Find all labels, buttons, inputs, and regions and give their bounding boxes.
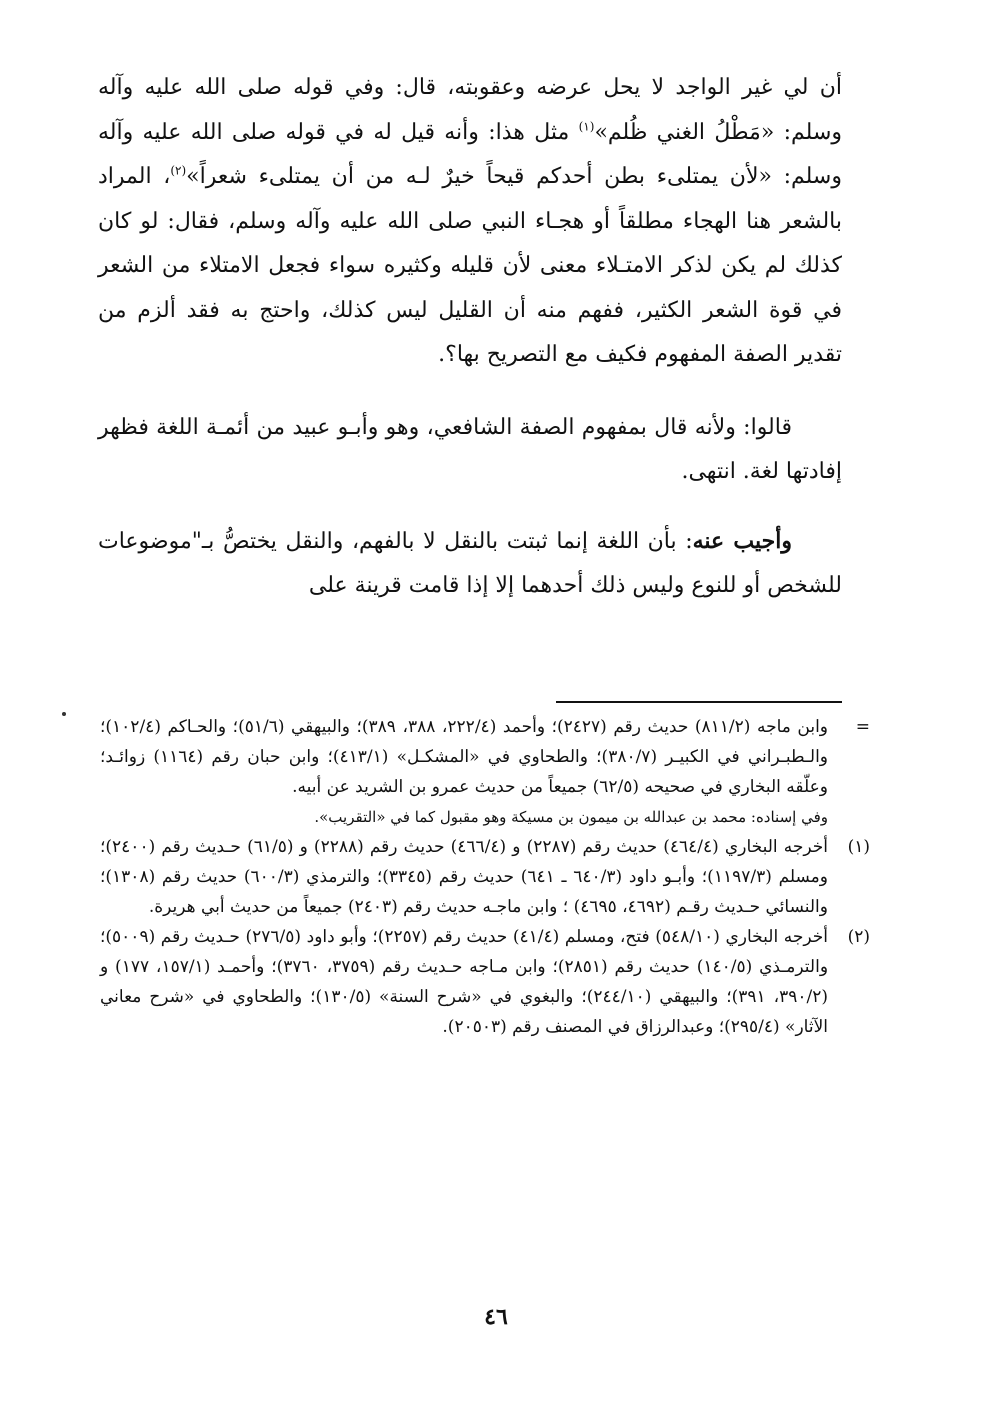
paragraph-3-lead: وأجيب عنه	[692, 527, 793, 554]
continuation-text: وابن ماجه (٨١١/٢) حديث رقم (٢٤٢٧)؛ وأحمد (٢٢٢/٤، ٣٨٨، ٣٨٩)؛ والبيهقي (٥١/٦)؛ والحـاكم (١٠٢/٤)؛ والـطبـراني في الكبيـر (٣٨٠/٧)؛ والطحاوي في «المشكـل» (٤١٣/١)؛ وابن حبان رقم (١١٦٤) زوائـد؛ وعلّقه البخاري في صحيحه (٦٢/٥) جميعاً من حديث عمرو بن الشريد عن أبيه.	[100, 717, 829, 797]
main-text	[98, 66, 842, 609]
footnote-1-text: أخرجه البخاري (٤٦٤/٤) حديث رقم (٢٢٨٧) و (٤٦٦/٤) حديث رقم (٢٢٨٨) و (٦١/٥) حـديث رقم (٢٤٠٠)؛ ومسلم (١١٩٧/٣)؛ وأبـو داود (٦٤٠/٣ ـ ٦٤١) حديث رقم (٣٣٤٥)؛ والترمذي (٦٠٠/٣) حديث رقم (١٣٠٨)؛ والنسائي حـديث رقـم (٤٦٩٢، ٤٦٩٥) ؛ وابن ماجـه حديث رقم (٢٤٠٣) جميعاً من حديث أبي هريرة.	[100, 837, 828, 917]
paragraph-3	[98, 519, 842, 609]
paragraph-1-part-1: أن لي غير الواجد لا يحل عرضه وعقوبته، قال: وفي قوله صلى الله عليه وآله وسلم: «مَطْلُ الغني ظُلم»	[98, 75, 842, 145]
paragraph-1	[98, 66, 842, 378]
footnote-ref-2: (٢)	[170, 163, 187, 178]
footnote-2-mark: (٢)	[847, 927, 870, 947]
footnote-2	[100, 922, 870, 1042]
paragraph-1-part-2: مثل هذا: وأنه قيل له في قوله صلى الله عليه وآله وسلم: «لأن يمتلىء بطن أحدكم قيحاً خيرٌ لـه من أن يمتلىء شعراً»	[98, 119, 842, 189]
page-number: ٤٦	[484, 1304, 508, 1330]
footnote-1	[100, 832, 870, 922]
footnotes	[100, 712, 870, 1042]
margin-dot	[62, 712, 66, 716]
continuation-note: وفي إسناده: محمد بن عبدالله بن ميمون بن مسيكة وهو مقبول كما في «التقريب».	[314, 808, 828, 826]
footnote-2-text: أخرجه البخاري (٥٤٨/١٠) فتح، ومسلم (٤١/٤) حديث رقم (٢٢٥٧)؛ وأبو داود (٢٧٦/٥) حـديث رقم (٥٠٠٩)؛ والترمـذي (١٤٠/٥) حديث رقم (٢٨٥١)؛ وابن مـاجه حـديث رقم (٣٧٥٩، ٣٧٦٠)؛ وأحمـد (١٥٧/١، ١٧٧) و (٣٩٠/٢، ٣٩١)؛ والبيهقي (٢٤٤/١٠)؛ والبغوي في «شرح السنة» (١٣٠/٥)؛ والطحاوي في «شرح معاني الآثار» (٢٩٥/٤)؛ وعبدالرزاق في المصنف رقم (٢٠٥٠٣).	[100, 927, 829, 1037]
paragraph-1-part-3: ، المراد بالشعر هنا الهجاء مطلقاً أو هجـاء النبي صلى الله عليه وآله وسلم، فقال: لو كان كذلك لم يكن لذكر الامتـلاء معنى لأن قليله وكثيره سواء فجعل الامتلاء من الشعر في قوة الشعر الكثير، ففهم منه أن القليل ليس كذلك، واحتج به فقد ألزم من تقدير الصفة المفهوم فكيف مع التصريح بها؟.	[98, 164, 843, 367]
footnote-1-mark: (١)	[847, 837, 870, 857]
footnote-ref-1: (١)	[578, 119, 595, 134]
paragraph-3-text: : بأن اللغة إنما ثبتت بالنقل لا بالفهم، والنقل يختصُّ بـ"موضوعات للشخص أو للنوع وليس ذلك أحدهما إلا إذا قامت قرينة على	[98, 528, 842, 598]
footnote-separator	[556, 701, 842, 703]
continuation-mark: =	[855, 717, 870, 737]
footnote-continuation	[100, 712, 870, 832]
paragraph-2: قالوا: ولأنه قال بمفهوم الصفة الشافعي، وهو وأبـو عبيد من أئمـة اللغة فظهر إفادتها لغة. انتهى.	[98, 414, 842, 484]
